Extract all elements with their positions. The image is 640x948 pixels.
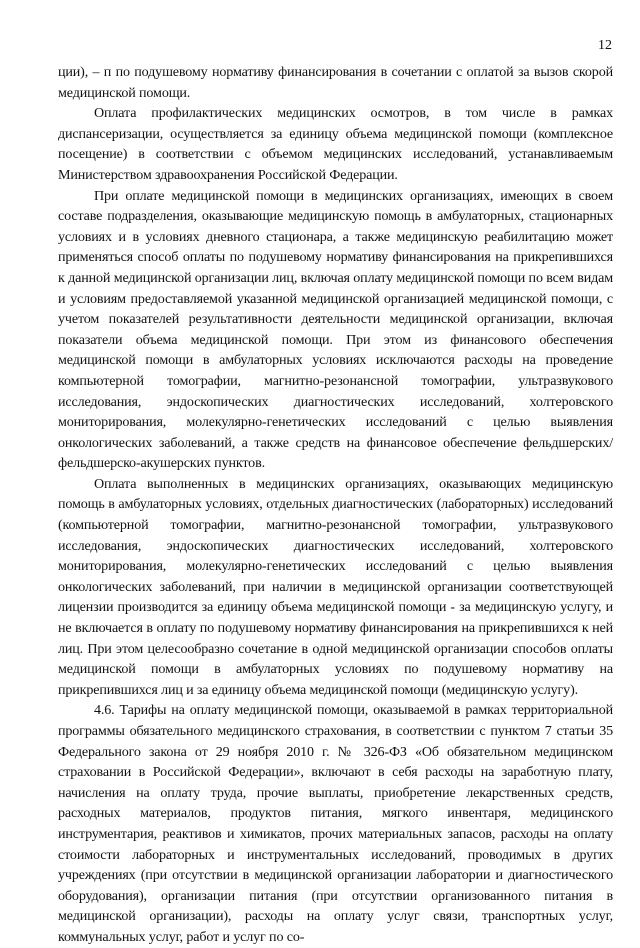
paragraph-continuation: ции), – п по подушевому нормативу финансирования в сочетании с оплатой за вызов скорой медицинской помощи. [58, 64, 613, 101]
paragraph-tariffs-4-6: 4.6. Тарифы на оплату медицинской помощи, оказываемой в рамках территориальной программы обязательного медицинского страхования, в соответствии с пунктом 7 статьи 35 Федерального закона от 29 ноября 2010 г. № 326-ФЗ «Об обязательном медицинском страховании в Российской Федерации», включают в себя расходы на заработную плату, начисления на оплату труда, прочие выплаты, приобретение лекарственных средств, расходных материалов, продуктов питания, мягкого инвентаря, медицинского инструментария, реактивов и химикатов, прочих материальных запасов, расходы на оплату стоимости лабораторных и инструментальных исследований, проводимых в других учреждениях (при отсутствии в медицинской организации лаборатории и диагностического оборудования), организации питания (при отсутствии организованного питания в медицинской организации), расходы на оплату услуг связи, транспортных услуг, коммунальных услуг, работ и услуг по со- [58, 702, 613, 945]
paragraph-preventive-exams: Оплата профилактических медицинских осмотров, в том числе в рамках диспансеризации, осуществляется за единицу объема медицинской помощи (комплексное посещение) в соответствии с объемом медицинских исследований, устанавливаемым Министерством здравоохранения Российской Федерации. [58, 105, 613, 183]
document-body [58, 62, 613, 948]
paragraph-per-capita-payment: При оплате медицинской помощи в медицинских организациях, имеющих в своем составе подразделения, оказывающие медицинскую помощь в амбулаторных, стационарных условиях и в условиях дневного стационара, а также медицинскую реабилитацию может применяться способ оплаты по подушевому нормативу финансирования на прикрепившихся к данной медицинской организации лиц, включая оплату медицинской помощи по всем видам и условиям предоставляемой указанной медицинской организацией медицинской помощи, с учетом показателей результативности деятельности медицинской организации, включая показатели объема медицинской помощи. При этом из финансового обеспечения медицинской помощи в амбулаторных условиях исключаются расходы на проведение компьютерной томографии, магнитно-резонансной томографии, ультразвукового исследования, эндоскопических диагностических исследований, холтеровского мониторирования, молекулярно-генетических исследований с целью выявления онкологических заболеваний, а также средств на финансовое обеспечение фельдшерских/фельдшерско-акушерских пунктов. [58, 187, 613, 472]
paragraph-diagnostic-payment: Оплата выполненных в медицинских организациях, оказывающих медицинскую помощь в амбулаторных условиях, отдельных диагностических (лабораторных) исследований (компьютерной томографии, магнитно-резонансной томографии, ультразвукового исследования, эндоскопических диагностических исследований, холтеровского мониторирования, молекулярно-генетических исследований с целью выявления онкологических заболеваний, при наличии в медицинской организации соответствующей лицензии производится за единицу объема медицинской помощи - за медицинскую услугу, и не включается в оплату по подушевому нормативу финансирования на прикрепившихся к ней лиц. При этом целесообразно сочетание в одной медицинской организации способов оплаты медицинской помощи в амбулаторных условиях по подушевому нормативу на прикрепившихся лиц и за единицу объема медицинской помощи (медицинскую услугу). [58, 475, 613, 698]
page-number: 12 [598, 38, 612, 53]
